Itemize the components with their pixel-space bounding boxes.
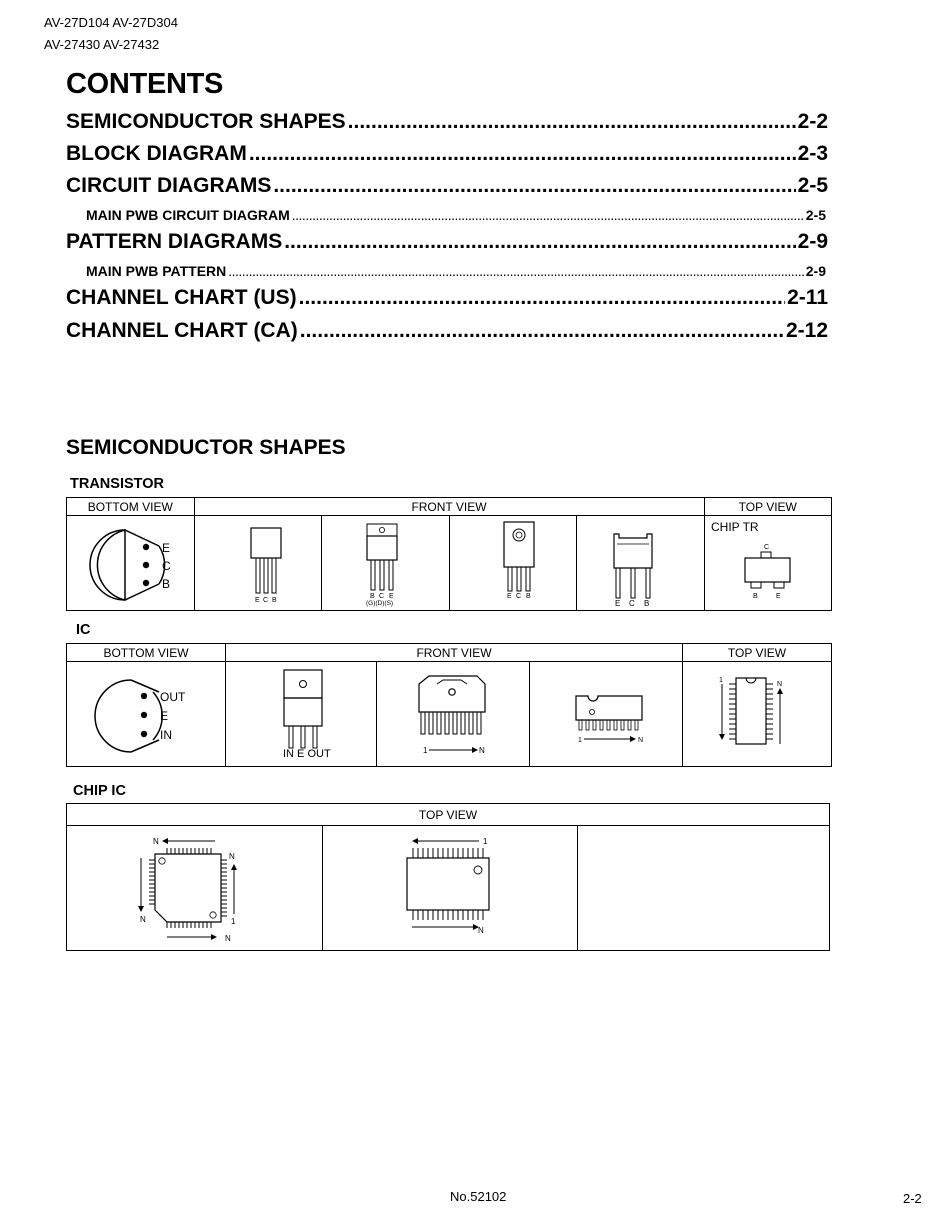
transistor-topfp-drawing — [577, 516, 703, 610]
svg-text:(G)(D)(S): (G)(D)(S) — [366, 600, 394, 607]
svg-text:B: B — [644, 599, 650, 608]
toc-page: 2-9 — [797, 230, 828, 253]
svg-text:B: B — [370, 593, 375, 600]
toc-entry-channel-chart-us[interactable] — [66, 286, 828, 310]
toc-page: 2-5 — [805, 207, 826, 223]
svg-text:B: B — [271, 597, 277, 604]
svg-text:1: 1 — [231, 917, 236, 926]
doc-number: No.52102 — [450, 1189, 507, 1204]
transistor-to3p-drawing — [450, 516, 576, 610]
toc-leader — [284, 230, 795, 254]
svg-text:N: N — [225, 934, 231, 943]
chip-ic-table — [66, 803, 830, 951]
svg-text:OUT: OUT — [160, 690, 186, 704]
ic-table — [66, 643, 832, 767]
svg-text:N: N — [229, 852, 235, 861]
svg-text:E: E — [389, 593, 394, 600]
toc-label: MAIN PWB CIRCUIT DIAGRAM — [86, 207, 290, 223]
svg-text:N: N — [777, 681, 783, 688]
toc-label: MAIN PWB PATTERN — [86, 263, 227, 279]
svg-text:E: E — [506, 593, 512, 600]
toc-leader — [300, 319, 784, 343]
chip-ic-qfp-drawing — [67, 826, 322, 950]
ic-to220-drawing — [226, 662, 376, 766]
toc-entry-main-pwb-circuit[interactable] — [86, 207, 826, 223]
transistor-bottom-view — [67, 516, 195, 611]
ic-title: IC — [76, 622, 91, 638]
svg-text:N: N — [153, 837, 159, 846]
toc-page: 2-3 — [797, 142, 828, 165]
svg-text:B: B — [752, 593, 758, 600]
contents-title: CONTENTS — [66, 68, 224, 100]
chip-ic-qfp — [67, 826, 323, 951]
toc-leader — [299, 286, 786, 310]
chip-ic-title: CHIP IC — [73, 783, 126, 799]
transistor-front-view-3 — [449, 516, 577, 611]
chip-tr-label: CHIP TR — [710, 520, 759, 534]
ic-top-view — [683, 662, 832, 767]
page-number: 2-2 — [903, 1191, 922, 1206]
toc-page: 2-2 — [797, 110, 828, 133]
ic-header-front: FRONT VIEW — [226, 644, 683, 662]
toc-label: CIRCUIT DIAGRAMS — [66, 174, 272, 197]
toc-page: 2-5 — [797, 174, 828, 197]
toc-entry-channel-chart-ca[interactable] — [66, 319, 828, 343]
svg-text:E: E — [254, 597, 260, 604]
svg-text:N: N — [479, 746, 485, 755]
chip-ic-sop — [323, 826, 578, 951]
ic-sip-drawing — [530, 662, 682, 766]
model-numbers-line2: AV-27430 AV-27432 — [44, 37, 160, 52]
toc-page: 2-11 — [787, 286, 828, 309]
transistor-header-bottom: BOTTOM VIEW — [67, 498, 195, 516]
toc-entry-pattern-diagrams[interactable] — [66, 230, 828, 254]
toc-leader — [273, 174, 795, 198]
toc-entry-semiconductor-shapes[interactable] — [66, 110, 828, 134]
transistor-front-view-1 — [194, 516, 322, 611]
svg-text:E: E — [615, 599, 621, 608]
svg-text:E: E — [160, 709, 169, 723]
svg-text:1: 1 — [719, 677, 723, 684]
transistor-front-view-4 — [577, 516, 705, 611]
ic-dip-top-drawing — [683, 662, 831, 766]
svg-text:C: C — [515, 593, 521, 600]
svg-text:C: C — [629, 599, 635, 608]
chip-tr-drawing — [705, 516, 831, 610]
toc-entry-block-diagram[interactable] — [66, 142, 828, 166]
svg-text:N: N — [140, 915, 146, 924]
ic-regulator-bottom-drawing — [67, 662, 225, 766]
pin-label: C — [162, 559, 171, 573]
chip-ic-header-top: TOP VIEW — [67, 804, 830, 826]
svg-text:N: N — [478, 926, 484, 935]
ic-bottom-view — [67, 662, 226, 767]
ic-header-top: TOP VIEW — [683, 644, 832, 662]
transistor-bottom-drawing — [67, 516, 193, 610]
transistor-to92-drawing — [195, 516, 321, 610]
toc-label: CHANNEL CHART (US) — [66, 286, 297, 309]
svg-text:IN E OUT: IN E OUT — [283, 748, 331, 760]
toc-label: CHANNEL CHART (CA) — [66, 319, 298, 342]
svg-text:E: E — [775, 593, 781, 600]
toc-label: BLOCK DIAGRAM — [66, 142, 247, 165]
transistor-title: TRANSISTOR — [70, 476, 164, 492]
chip-ic-empty-cell — [578, 826, 830, 951]
toc-label: PATTERN DIAGRAMS — [66, 230, 283, 253]
svg-text:IN: IN — [160, 728, 172, 742]
transistor-header-front: FRONT VIEW — [194, 498, 704, 516]
ic-sip-heatsink-drawing — [377, 662, 529, 766]
toc-label: SEMICONDUCTOR SHAPES — [66, 110, 346, 133]
toc-leader — [249, 142, 796, 166]
svg-text:1: 1 — [578, 737, 582, 744]
toc-leader — [228, 263, 804, 279]
transistor-header-top: TOP VIEW — [704, 498, 832, 516]
ic-front-view-3 — [530, 662, 683, 767]
chip-ic-sop-drawing — [323, 826, 577, 950]
transistor-table — [66, 497, 832, 611]
ic-front-view-1 — [226, 662, 377, 767]
section-title-semiconductor-shapes: SEMICONDUCTOR SHAPES — [66, 436, 346, 459]
svg-text:C: C — [262, 597, 268, 604]
svg-text:B: B — [525, 593, 531, 600]
ic-front-view-2 — [377, 662, 530, 767]
transistor-top-view — [704, 516, 832, 611]
svg-text:N: N — [638, 737, 644, 744]
toc-page: 2-9 — [805, 263, 826, 279]
toc-entry-main-pwb-pattern[interactable] — [86, 263, 826, 279]
transistor-front-view-2 — [322, 516, 450, 611]
toc-leader — [292, 207, 804, 223]
toc-entry-circuit-diagrams[interactable] — [66, 174, 828, 198]
model-numbers-line1: AV-27D104 AV-27D304 — [44, 15, 178, 30]
toc-leader — [348, 110, 796, 134]
toc-page: 2-12 — [785, 319, 828, 342]
pin-label: E — [162, 541, 171, 555]
svg-text:1: 1 — [423, 746, 428, 755]
transistor-to220-drawing — [322, 516, 448, 610]
svg-text:1: 1 — [483, 837, 488, 846]
ic-header-bottom: BOTTOM VIEW — [67, 644, 226, 662]
pin-label: B — [162, 577, 171, 591]
svg-text:C: C — [763, 544, 769, 551]
svg-text:C: C — [379, 593, 385, 600]
